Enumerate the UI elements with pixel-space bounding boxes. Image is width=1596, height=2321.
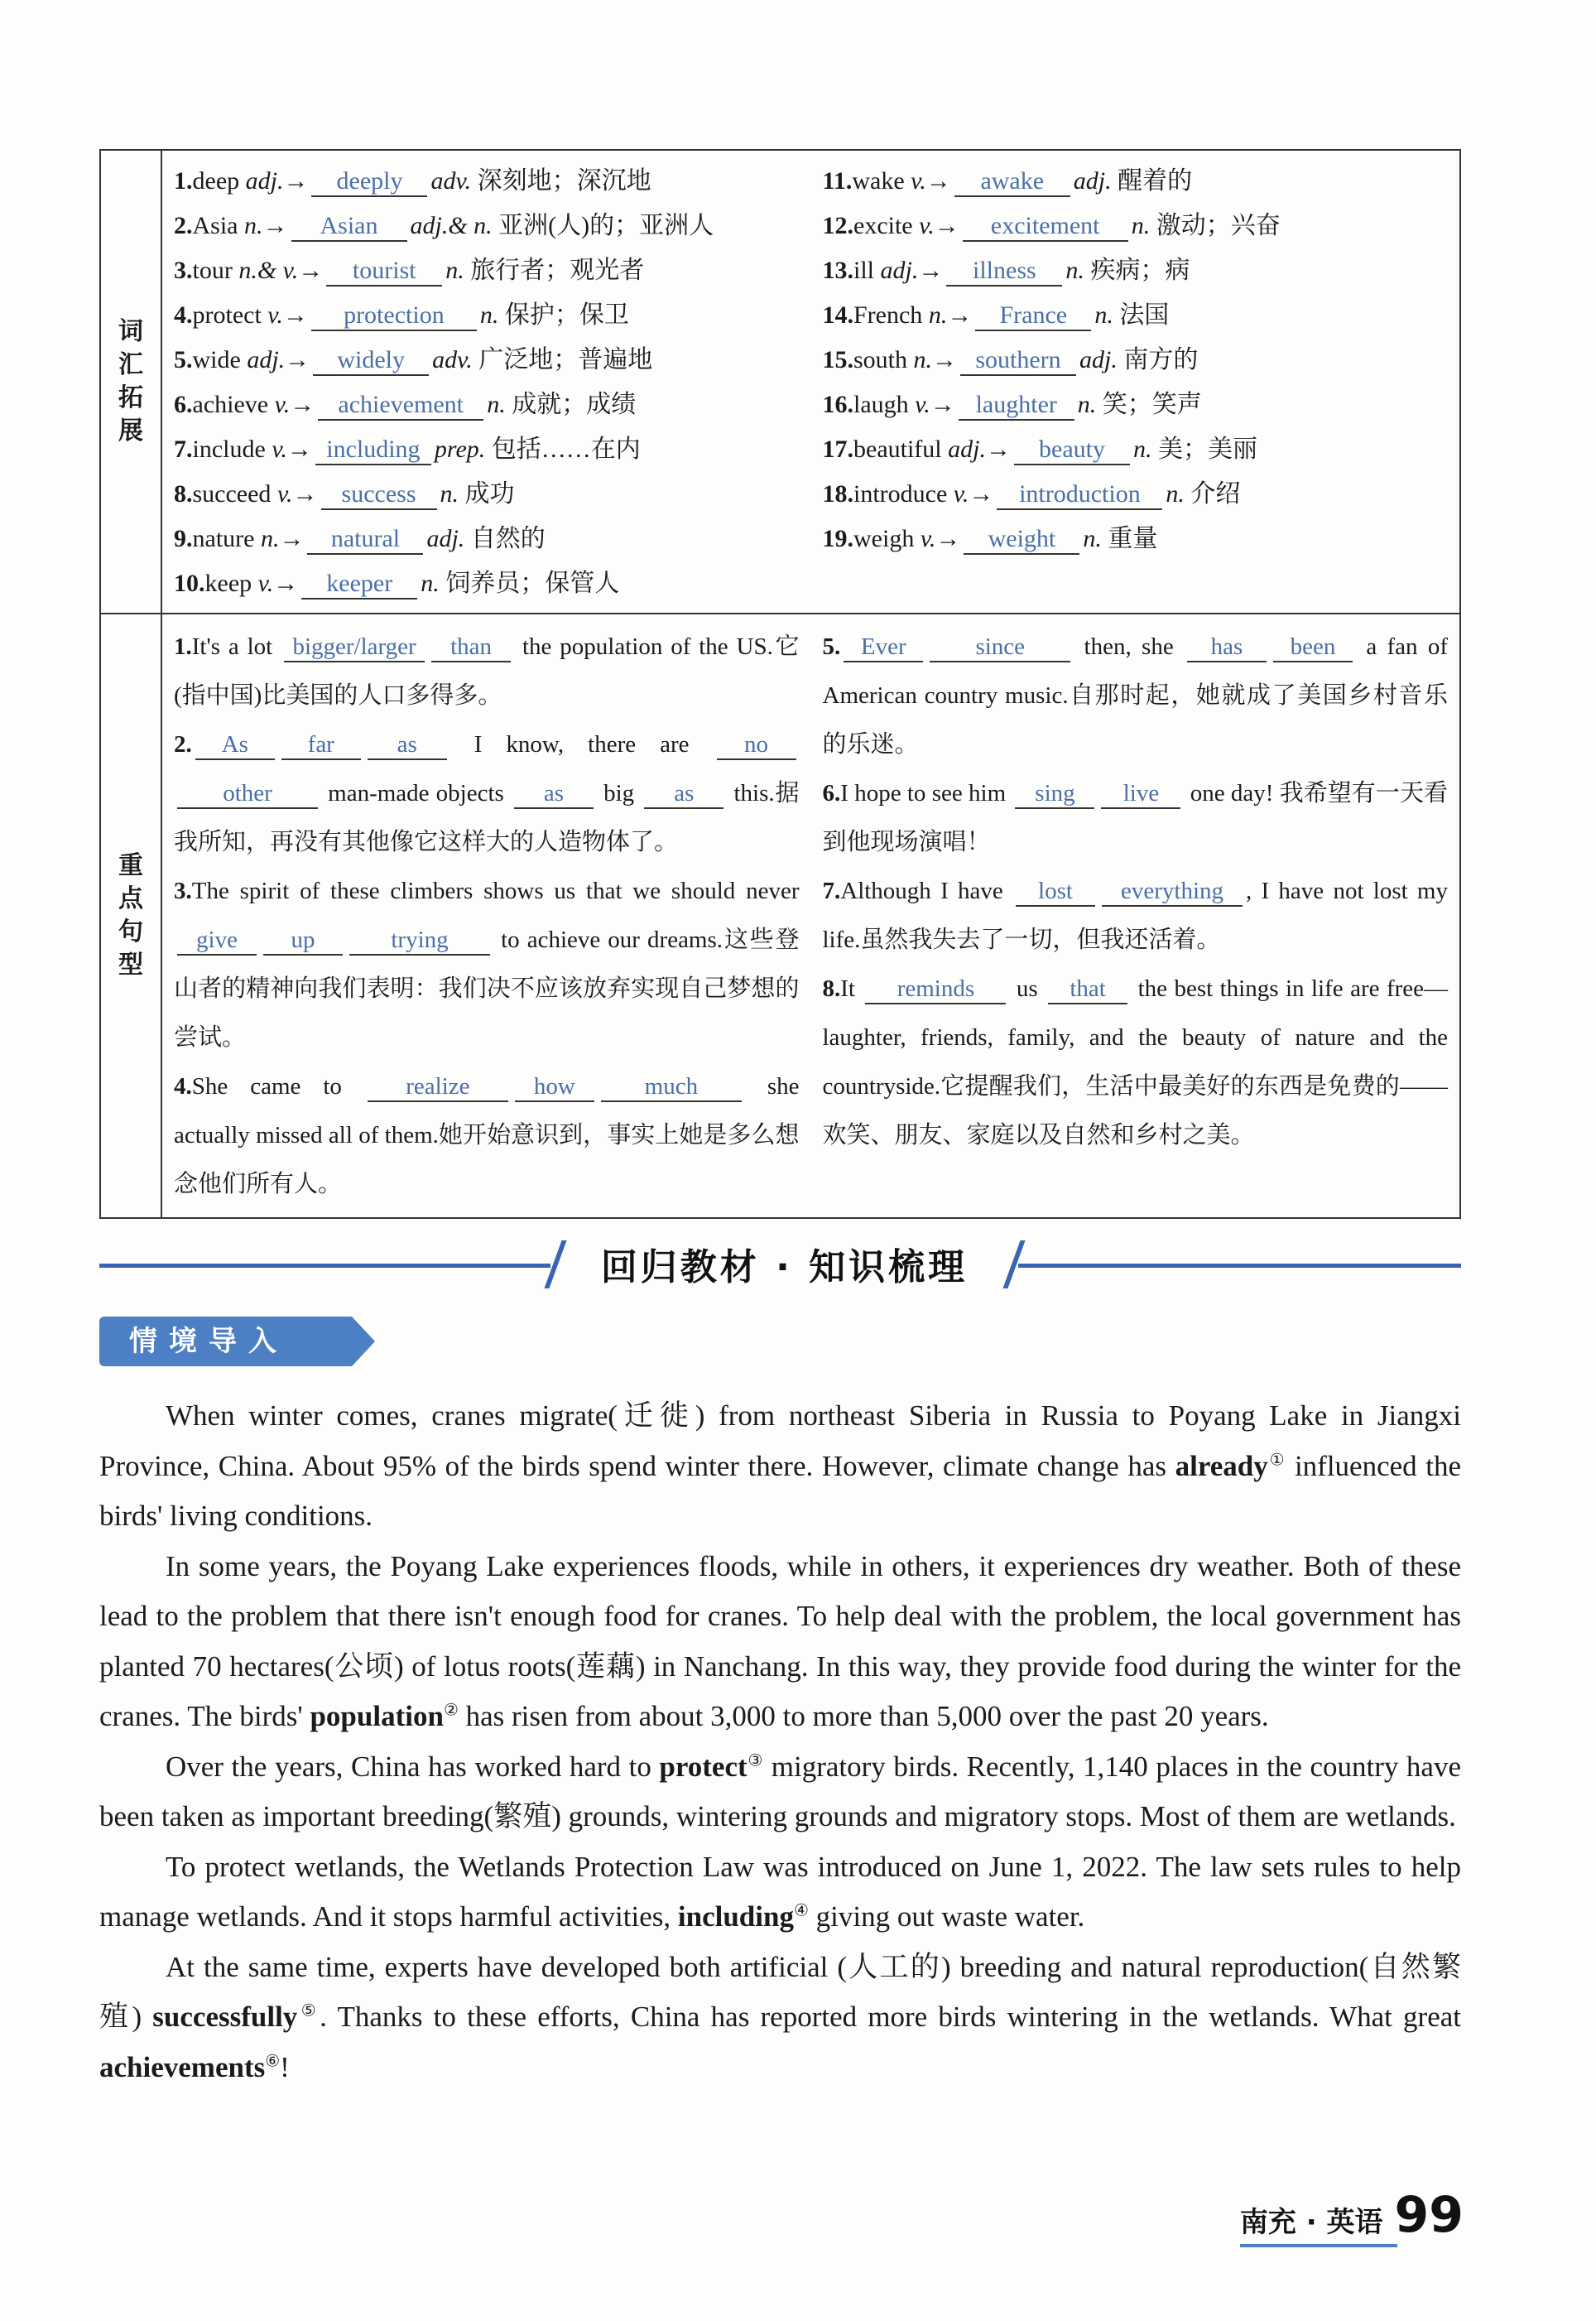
blank-answer: bigger/larger xyxy=(284,633,425,662)
vocab-target-pos: adj. xyxy=(1073,167,1112,195)
vocab-number: 19. xyxy=(822,525,853,552)
paragraph-text: To protect wetlands, the Wetlands Protection Law was introduced on June 1, 2022. The law sets rules to help manage wetlands. And it stops harmful activities, xyxy=(99,1850,1461,1933)
vocab-pos: v. xyxy=(920,525,936,552)
vocab-left-column xyxy=(162,151,811,613)
vocab-target-pos: n. xyxy=(487,391,506,418)
footnote-marker: ② xyxy=(443,1701,459,1720)
vocab-number: 11. xyxy=(822,167,853,195)
page-footer xyxy=(1240,2186,1464,2244)
arrow: → xyxy=(969,480,994,508)
sentence-number: 3. xyxy=(174,878,192,904)
vocab-answer: France xyxy=(975,301,1091,331)
vocab-item xyxy=(174,248,803,293)
vocab-target-pos: n. xyxy=(1083,525,1102,552)
paragraph-text: ! xyxy=(280,2050,290,2083)
footnote-marker: ④ xyxy=(793,1901,809,1920)
vocab-pos: n.& v. xyxy=(238,257,299,284)
vocab-pos: n. xyxy=(244,212,263,239)
vocab-target-pos: n. xyxy=(1131,212,1151,239)
vocab-word: south xyxy=(853,346,914,373)
paragraph-text: influenced the birds' living conditions. xyxy=(99,1449,1462,1532)
blank-answer: everything xyxy=(1102,877,1243,907)
vocab-number: 5. xyxy=(174,346,193,373)
blank-answer: lost xyxy=(1016,877,1095,907)
vocab-answer: introduction xyxy=(997,480,1162,510)
vocab-number: 6. xyxy=(174,391,193,418)
vocab-target-pos: adj. xyxy=(426,525,465,552)
vocab-right-column xyxy=(811,151,1460,613)
vocab-answer: excitement xyxy=(963,212,1128,242)
sentence-8 xyxy=(823,965,1449,1160)
vocab-meaning: 成就；成绩 xyxy=(512,391,637,418)
vocab-number: 12. xyxy=(822,212,853,239)
sentence-4 xyxy=(174,1062,800,1209)
arrow: → xyxy=(283,167,309,195)
vocab-word: protect xyxy=(192,301,268,329)
vocab-meaning: 疾病；病 xyxy=(1090,257,1190,284)
keyword: protect xyxy=(659,1750,748,1783)
vocab-target-pos: adj. xyxy=(1079,346,1118,373)
sentence-text: man-made objects xyxy=(321,780,511,807)
sentence-number: 4. xyxy=(174,1073,192,1100)
vocab-meaning: 包括……在内 xyxy=(491,436,641,463)
blank-answer: realize xyxy=(368,1072,508,1102)
sentence-text: The spirit of these climbers shows us that we should never xyxy=(191,878,800,904)
vocab-answer: Asian xyxy=(291,212,407,242)
badge-label: 情境导入 xyxy=(129,1325,288,1358)
sentence-text: us xyxy=(1009,975,1046,1002)
vocab-number: 16. xyxy=(822,391,853,418)
blank-answer: reminds xyxy=(865,975,1006,1004)
sentence-text: Although I have xyxy=(840,878,1012,904)
vocab-number: 15. xyxy=(822,346,853,373)
sentence-text: then, she xyxy=(1074,633,1185,660)
sentence-2 xyxy=(174,720,800,867)
vocab-row xyxy=(101,151,1459,614)
vocab-pos: v. xyxy=(272,436,287,463)
footnote-marker: ⑤ xyxy=(297,2001,320,2020)
sentence-number: 8. xyxy=(822,975,841,1002)
keyword: achievements xyxy=(99,2050,266,2083)
vocab-number: 3. xyxy=(174,257,193,284)
sentence-text: It xyxy=(840,975,863,1002)
vocab-pos: adj. xyxy=(880,257,919,284)
vocab-meaning: 美；美丽 xyxy=(1157,436,1257,463)
sentence-number: 6. xyxy=(822,780,841,807)
vocab-item xyxy=(823,338,1452,383)
vocab-meaning: 饲养员；保管人 xyxy=(445,570,620,597)
section-header xyxy=(99,1232,1461,1298)
vocab-target-pos: adj.& n. xyxy=(410,212,493,239)
vocab-answer: southern xyxy=(960,346,1076,376)
vocab-number: 7. xyxy=(174,436,193,463)
vocab-target-pos: adv. xyxy=(430,167,472,195)
vocab-item xyxy=(174,472,803,517)
sentence-text: big xyxy=(596,780,642,807)
keyword: already xyxy=(1175,1449,1268,1482)
vocab-answer: weight xyxy=(964,525,1079,555)
blank-answer: than xyxy=(431,633,511,662)
vocab-meaning: 广泛地；普遍地 xyxy=(478,346,653,373)
keyword: including xyxy=(677,1900,794,1933)
blank-answer: been xyxy=(1273,633,1353,662)
footnote-marker: ③ xyxy=(747,1750,764,1770)
vocab-meaning: 亚洲(人)的；亚洲人 xyxy=(498,212,714,239)
sentence-1 xyxy=(174,623,800,720)
blank-answer: much xyxy=(601,1072,742,1102)
paragraph-4 xyxy=(99,1842,1461,1943)
vocab-word: Asia xyxy=(192,212,244,239)
vocab-item xyxy=(823,472,1452,517)
vocab-pos: adj. xyxy=(948,436,986,463)
page-number: 99 xyxy=(1394,2186,1464,2244)
vocab-pos: v. xyxy=(267,301,283,329)
paragraph-3 xyxy=(99,1742,1461,1842)
vocab-item xyxy=(174,338,803,383)
paragraph-2 xyxy=(99,1542,1461,1742)
blank-answer: trying xyxy=(349,926,490,956)
blank-answer: up xyxy=(263,926,343,956)
paragraph-text: has risen from about 3,000 to more than 5,000 over the past 20 years. xyxy=(458,1700,1269,1732)
vocab-word: French xyxy=(853,301,929,329)
paragraph-text: When winter comes, cranes migrate(迁徙) from northeast Siberia in Russia to Poyang Lake in Jiangxi Province, China. About 95% of the birds spend winter there. However, climate change has xyxy=(99,1399,1461,1482)
vocab-item xyxy=(823,427,1452,472)
arrow: → xyxy=(279,525,305,552)
vocab-label-cell xyxy=(101,151,162,613)
paragraph-text: Over the years, China has worked hard to xyxy=(166,1750,660,1783)
vocab-meaning: 重量 xyxy=(1108,525,1158,552)
vocab-target-pos: n. xyxy=(479,301,499,329)
vocab-answer: success xyxy=(321,480,437,510)
sentence-number: 7. xyxy=(822,878,841,904)
sentence-label-cell xyxy=(101,614,162,1217)
paragraph-text: In some years, the Poyang Lake experiences floods, while in others, it experiences dry weather. Both of these lead to the problem that there isn't enough food for cranes. To help deal with the problem, the local government has planted 70 hectares(公顷) of lotus roots(莲藕) in Nanchang. In this way, they provide food during the winter for the cranes. The birds' xyxy=(99,1549,1461,1732)
vocab-item xyxy=(174,383,803,427)
vocab-answer: illness xyxy=(946,257,1062,287)
vocab-item xyxy=(823,159,1452,204)
sentence-number: 2. xyxy=(174,731,192,758)
keyword: successfully xyxy=(152,2001,298,2033)
arrow: → xyxy=(947,301,973,329)
sentence-number: 5. xyxy=(822,633,841,660)
keyword: population xyxy=(310,1700,444,1732)
arrow: → xyxy=(282,301,308,329)
vocab-answer: natural xyxy=(307,525,423,555)
arrow: → xyxy=(262,212,288,239)
vocab-answer: beauty xyxy=(1014,436,1130,465)
vocab-answer: awake xyxy=(954,167,1070,197)
blank-answer: sing xyxy=(1015,779,1094,809)
vocab-pos: v. xyxy=(274,391,291,418)
book-title: 南充 · 英语 xyxy=(1239,2206,1383,2239)
arrow: → xyxy=(292,480,318,508)
vocab-number: 17. xyxy=(822,436,853,463)
sentence-text: I know, there are xyxy=(449,731,714,758)
vocab-number: 9. xyxy=(174,525,193,552)
vocab-answer: widely xyxy=(313,346,429,376)
vocab-target-pos: n. xyxy=(1065,257,1084,284)
vocab-pos: v. xyxy=(911,167,926,195)
vocab-answer: keeper xyxy=(301,570,417,600)
blank-answer: no xyxy=(717,730,796,760)
vocab-answer: achievement xyxy=(318,391,483,421)
sentence-7 xyxy=(823,867,1449,965)
paragraph-5 xyxy=(99,1943,1461,2093)
blank-answer: as xyxy=(368,730,447,760)
vocab-word: keep xyxy=(204,570,258,597)
vocab-word: deep xyxy=(192,167,246,195)
paragraph-1 xyxy=(99,1391,1461,1542)
section-title: 回归教材 · 知识梳理 xyxy=(600,1246,969,1288)
blank-answer: since xyxy=(930,633,1070,662)
vocab-target-pos: n. xyxy=(445,257,464,284)
sentence-text: a fan of American country music.自那时起，她就成了美国乡村音乐的乐迷。 xyxy=(822,633,1448,758)
vocab-meaning: 法国 xyxy=(1119,301,1170,329)
arrow: → xyxy=(918,257,944,284)
vocab-meaning: 笑；笑声 xyxy=(1102,391,1202,418)
vocab-number: 8. xyxy=(174,480,193,508)
blank-answer: As xyxy=(195,730,275,760)
blank-answer: has xyxy=(1187,633,1267,662)
vocab-item xyxy=(174,517,803,561)
vocab-item xyxy=(174,561,803,606)
sentence-text: I hope to see him xyxy=(840,780,1012,807)
sentence-label: 重点句型 xyxy=(118,851,143,980)
arrow: → xyxy=(935,525,961,552)
reading-passage xyxy=(99,1391,1461,2092)
footer-underline xyxy=(1240,2244,1397,2247)
vocab-pos: v. xyxy=(915,391,930,418)
vocab-word: tour xyxy=(192,257,239,284)
vocab-item xyxy=(823,248,1452,293)
sentence-left-column xyxy=(162,614,811,1217)
sentence-text: , I have not lost my life.虽然我失去了一切，但我还活着。 xyxy=(822,878,1448,953)
vocab-target-pos: n. xyxy=(1132,436,1152,463)
arrow: → xyxy=(285,346,310,373)
paragraph-text: giving out waste water. xyxy=(808,1900,1085,1933)
vocab-answer: tourist xyxy=(326,257,442,287)
section-line-left xyxy=(99,1264,550,1268)
blank-answer: how xyxy=(515,1072,594,1102)
arrow: → xyxy=(932,346,958,373)
sentence-row xyxy=(101,614,1459,1217)
vocab-answer: including xyxy=(315,436,431,465)
sentence-3 xyxy=(174,867,800,1062)
sentence-right-column xyxy=(811,614,1460,1217)
vocab-meaning: 自然的 xyxy=(470,525,546,552)
blank-answer: far xyxy=(281,730,361,760)
vocab-label: 词汇拓展 xyxy=(118,317,143,445)
arrow: → xyxy=(925,167,951,195)
vocab-pos: adj. xyxy=(245,167,284,195)
vocab-meaning: 南方的 xyxy=(1123,346,1199,373)
arrow: → xyxy=(298,257,324,284)
sentence-text: She came to xyxy=(191,1073,364,1100)
vocab-answer: deeply xyxy=(311,167,427,197)
vocab-word: succeed xyxy=(192,480,277,508)
arrow: → xyxy=(985,436,1011,463)
vocab-answer: protection xyxy=(311,301,477,331)
vocab-item xyxy=(174,204,803,248)
vocab-meaning: 介绍 xyxy=(1190,480,1241,508)
vocab-number: 13. xyxy=(822,257,853,284)
paragraph-text: migratory birds. Recently, 1,140 places in the country have been taken as important breeding(繁殖) grounds, wintering grounds and migratory stops. Most of them are wetlands. xyxy=(99,1750,1461,1832)
vocab-pos: n. xyxy=(913,346,933,373)
vocab-word: wake xyxy=(852,167,911,195)
blank-answer: other xyxy=(177,779,318,809)
vocab-meaning: 醒着的 xyxy=(1118,167,1193,195)
sentence-text: the population of the US.它(指中国)比美国的人口多得多。 xyxy=(174,633,800,709)
sentence-5 xyxy=(823,623,1449,769)
vocab-pos: v. xyxy=(257,570,274,597)
vocab-number: 4. xyxy=(174,301,193,329)
vocab-item xyxy=(823,293,1452,338)
vocab-word: excite xyxy=(853,212,920,239)
vocab-item xyxy=(823,204,1452,248)
vocab-target-pos: n. xyxy=(421,570,440,597)
arrow: → xyxy=(290,391,315,418)
vocab-item xyxy=(823,383,1452,427)
blank-answer: as xyxy=(644,779,723,809)
vocab-item xyxy=(174,159,803,204)
vocab-number: 2. xyxy=(174,212,193,239)
section-line-right xyxy=(1018,1264,1461,1268)
sentence-text: she actually missed all of them.她开始意识到，事实上她是多么想念他们所有人。 xyxy=(174,1073,800,1197)
footnote-marker: ⑥ xyxy=(265,2051,281,2070)
vocab-meaning: 激动；兴奋 xyxy=(1156,212,1281,239)
vocab-word: wide xyxy=(192,346,248,373)
vocab-meaning: 旅行者；观光者 xyxy=(470,257,645,284)
vocab-item xyxy=(174,427,803,472)
blank-answer: live xyxy=(1101,779,1180,809)
vocab-item xyxy=(823,517,1452,561)
sentence-text: this.据我所知，再没有其他像它这样大的人造物体了。 xyxy=(174,780,800,855)
sentence-text: one day! 我希望有一天看到他现场演唱！ xyxy=(822,780,1448,855)
vocab-pos: v. xyxy=(276,480,293,508)
blank-answer: Ever xyxy=(844,633,923,662)
vocab-item xyxy=(174,293,803,338)
vocab-number: 10. xyxy=(174,570,205,597)
arrow: → xyxy=(930,391,955,418)
vocab-number: 18. xyxy=(822,480,853,508)
arrow: → xyxy=(286,436,312,463)
vocab-word: ill xyxy=(853,257,881,284)
vocab-word: nature xyxy=(192,525,261,552)
vocab-word: laugh xyxy=(853,391,916,418)
vocab-word: beautiful xyxy=(853,436,949,463)
sentence-text: to achieve our dreams.这些登山者的精神向我们表明：我们决不应该放弃实现自己梦想的尝试。 xyxy=(174,927,800,1051)
vocab-target-pos: prep. xyxy=(434,436,486,463)
vocab-word: introduce xyxy=(853,480,954,508)
vocab-target-pos: n. xyxy=(1077,391,1097,418)
arrow: → xyxy=(273,570,299,597)
vocab-pos: n. xyxy=(260,525,280,552)
vocab-answer: laughter xyxy=(959,391,1074,421)
vocab-pos: n. xyxy=(928,301,948,329)
footnote-marker: ① xyxy=(1267,1450,1286,1469)
vocab-target-pos: adv. xyxy=(432,346,473,373)
vocab-target-pos: n. xyxy=(440,480,459,508)
context-intro-badge xyxy=(99,1317,352,1366)
sentence-text: the best things in life are free—laughter, friends, family, and the beauty of nature and the countryside.它提醒我们，生活中最美好的东西是免费的——欢笑、朋友、家庭以及自然和乡村之美。 xyxy=(822,975,1448,1148)
vocab-word: include xyxy=(192,436,272,463)
vocab-target-pos: n. xyxy=(1094,301,1113,329)
vocab-pos: v. xyxy=(919,212,935,239)
arrow: → xyxy=(934,212,959,239)
vocab-word: weigh xyxy=(853,525,921,552)
vocab-meaning: 深刻地；深沉地 xyxy=(477,167,651,195)
paragraph-text: At the same time, experts have developed both artificial (人工的) breeding and natural reproduction(自然繁殖) xyxy=(99,1950,1461,2033)
vocab-number: 1. xyxy=(174,167,193,195)
blank-answer: that xyxy=(1048,975,1127,1004)
vocab-meaning: 保护；保卫 xyxy=(504,301,629,329)
sentence-text: It's a lot xyxy=(191,633,281,660)
paragraph-text: . Thanks to these efforts, China has reported more birds wintering in the wetlands. What great xyxy=(320,2001,1461,2033)
vocab-target-pos: n. xyxy=(1166,480,1185,508)
exercise-table xyxy=(99,149,1461,1219)
vocab-word: achieve xyxy=(192,391,275,418)
blank-answer: as xyxy=(514,779,594,809)
vocab-meaning: 成功 xyxy=(464,480,515,508)
blank-answer: give xyxy=(177,926,257,956)
sentence-6 xyxy=(823,769,1449,867)
sentence-number: 1. xyxy=(174,633,192,660)
vocab-number: 14. xyxy=(822,301,853,329)
vocab-pos: adj. xyxy=(247,346,286,373)
vocab-pos: v. xyxy=(953,480,969,508)
